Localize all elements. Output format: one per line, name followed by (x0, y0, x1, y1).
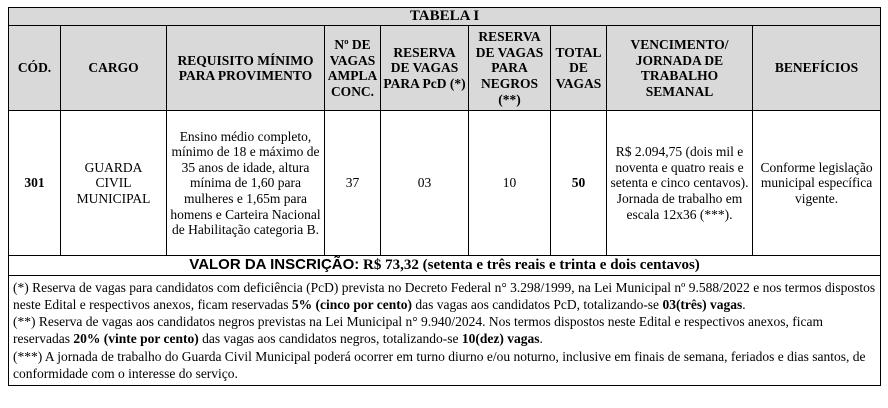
vacancy-table-container (8, 7, 880, 386)
cell-cod: 301 (9, 111, 61, 256)
note-pcd-prefix: (*) Reserva de vagas para candidatos com deficiência (PcD) prevista no Decreto Federal n° 3.298/1999, na Lei Municipal nº 9.588/2022 e nos termos dispostos neste Edital e respectivos anexos, ficam reservadas (13, 279, 876, 312)
table-title-row (9, 8, 881, 26)
note-negros-pct: 20% (vinte por cento) (73, 331, 199, 347)
note-pcd-count: 03(três) vagas (662, 296, 743, 312)
header-vencimento: VENCIMENTO/ JORNADA DE TRABALHO SEMANAL (607, 26, 753, 111)
notes-cell (9, 275, 881, 386)
note-pcd-middle: das vagas aos candidatos PcD, totalizando-se (412, 296, 663, 312)
cell-vencimento: R$ 2.094,75 (dois mil e noventa e quatro reais e setenta e cinco centavos). Jornada de trabalho em escala 12x36 (***). (607, 111, 753, 256)
header-beneficios: BENEFÍCIOS (753, 26, 881, 111)
note-negros-prefix: (**) Reserva de vagas aos candidatos negros previstas na Lei Municipal n° 9.940/2024. Nos termos dispostos neste Edital e respectivos anexos, ficam reservadas (13, 314, 823, 347)
note-pcd (13, 279, 876, 314)
cell-beneficios: Conforme legislação municipal específica vigente. (753, 111, 881, 256)
fee-row (9, 256, 881, 275)
note-negros-count: 10(dez) vagas (461, 331, 540, 347)
fee-amount: R$ 73,32 (setenta e três reais e trinta e dois centavos) (363, 257, 700, 274)
fee-cell (9, 256, 881, 275)
notes-row (9, 275, 881, 386)
header-reserva-negros: RESERVA DE VAGAS PARA NEGROS (**) (469, 26, 551, 111)
cell-reserva-pcd: 03 (381, 111, 469, 256)
fee-label: VALOR DA INSCRIÇÃO: (189, 256, 360, 274)
vacancy-table (8, 7, 881, 386)
header-total: TOTAL DE VAGAS (551, 26, 607, 111)
cell-vagas-ampla: 37 (325, 111, 381, 256)
note-negros (13, 313, 876, 348)
header-requisito: REQUISITO MÍNIMO PARA PROVIMENTO (167, 26, 325, 111)
table-header-row (9, 26, 881, 111)
header-cod: CÓD. (9, 26, 61, 111)
cell-cargo: GUARDA CIVIL MUNICIPAL (61, 111, 167, 256)
header-cargo: CARGO (61, 26, 167, 111)
note-pcd-pct: 5% (cinco por cento) (291, 296, 412, 312)
note-jornada: (***) A jornada de trabalho do Guarda Civil Municipal poderá ocorrer em turno diurno e/ou noturno, inclusive em finais de semana, feriados e dias santos, de conformidade com o interesse do serviço. (13, 348, 866, 381)
note-pcd-end: . (742, 296, 746, 312)
cell-reserva-negros: 10 (469, 111, 551, 256)
header-reserva-pcd: RESERVA DE VAGAS PARA PcD (*) (381, 26, 469, 111)
cell-total: 50 (551, 111, 607, 256)
cell-requisito: Ensino médio completo, mínimo de 18 e máximo de 35 anos de idade, altura mínima de 1,60 para mulheres e 1,65m para homens e Carteira Nacional de Habilitação categoria B. (167, 111, 325, 256)
table-title: TABELA I (9, 8, 881, 26)
note-negros-end: . (539, 331, 543, 347)
note-negros-middle: das vagas aos candidatos negros, totalizando-se (198, 331, 462, 347)
table-row (9, 111, 881, 256)
header-vagas-ampla: Nº DE VAGAS AMPLA CONC. (325, 26, 381, 111)
